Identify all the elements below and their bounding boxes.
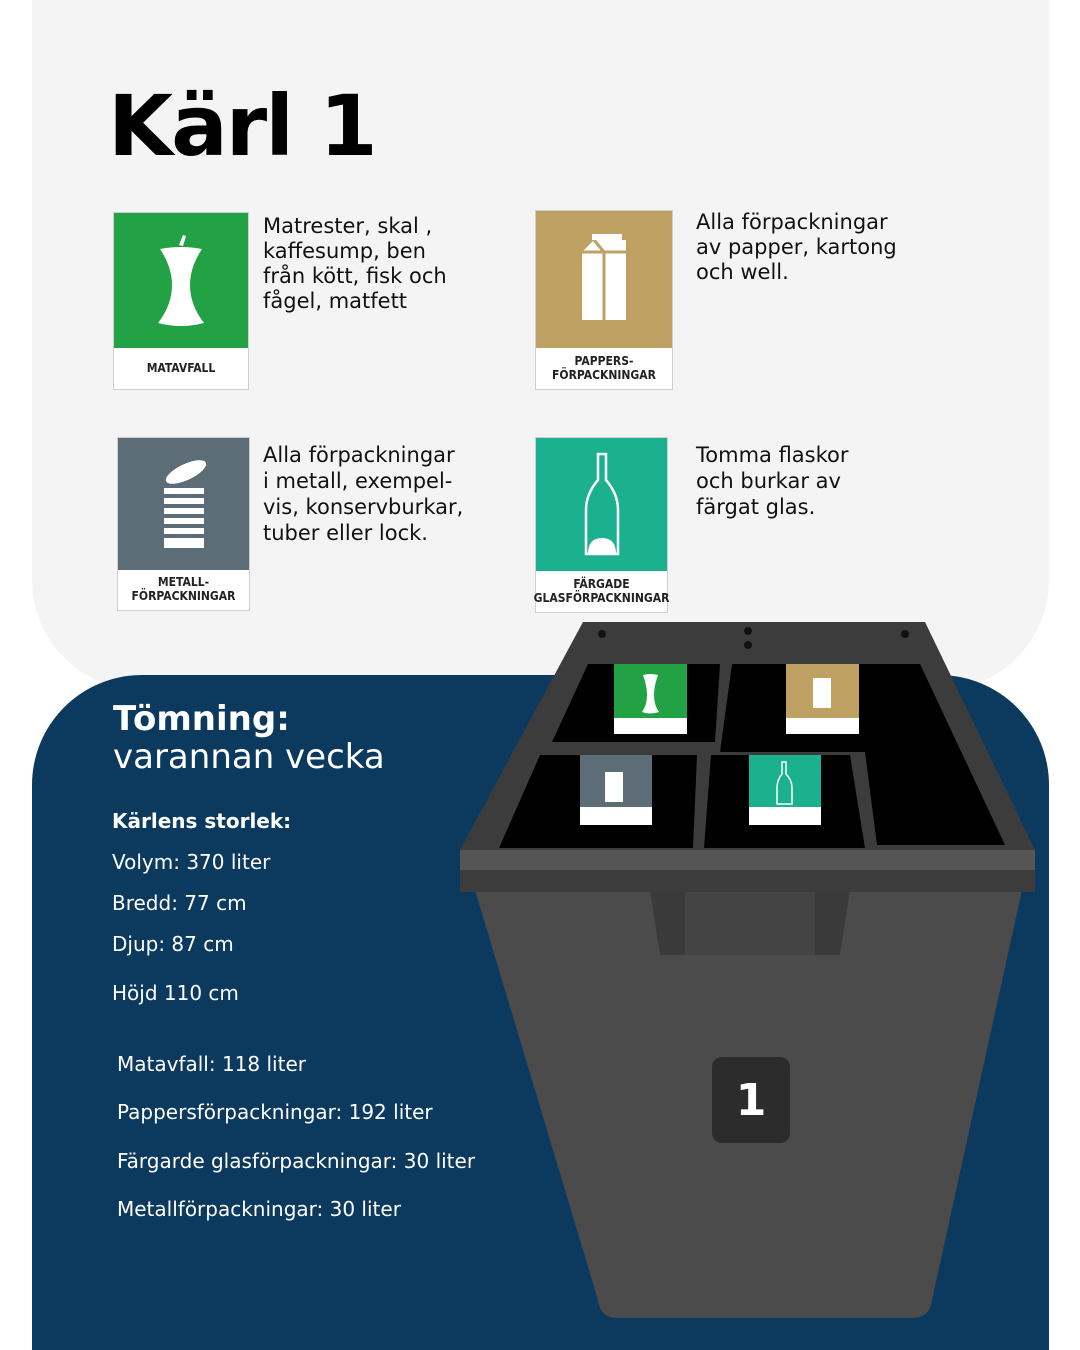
tin-can-icon	[118, 438, 249, 570]
description-matavfall: Matrester, skal , kaffesump, ben från kött, fisk och fågel, matfett	[263, 214, 447, 313]
sign-pappersforpackningar	[535, 210, 673, 390]
spec-depth: Djup: 87 cm	[112, 932, 234, 956]
sign-label: PAPPERS- FÖRPACKNINGAR	[552, 353, 656, 382]
milk-carton-icon	[536, 211, 672, 348]
sign-matavfall	[113, 212, 249, 390]
description-pappersforpackningar: Alla förpackningar av papper, kartong och well.	[696, 210, 897, 284]
emptying-frequency: varannan vecka	[113, 737, 385, 777]
compartment-matavfall: Matavfall: 118 liter	[117, 1052, 306, 1076]
spec-height: Höjd 110 cm	[112, 981, 239, 1005]
bottle-icon	[536, 438, 667, 571]
page-title: Kärl 1	[108, 77, 376, 175]
compartment-pappersforpackningar: Pappersförpackningar: 192 liter	[117, 1100, 433, 1124]
sign-label: METALL- FÖRPACKNINGAR	[131, 575, 236, 603]
sign-label: MATAVFALL	[146, 361, 216, 375]
sign-metallforpackningar	[117, 437, 250, 611]
compartment-metallforpackningar: Metallförpackningar: 30 liter	[117, 1197, 401, 1221]
bin-number-label: 1	[712, 1057, 790, 1143]
sign-fargade-glasforpackningar	[535, 437, 668, 613]
compartment-glasforpackningar: Färgarde glasförpackningar: 30 liter	[117, 1149, 476, 1173]
sign-label: FÄRGADE GLASFÖRPACKNINGAR	[533, 576, 670, 605]
emptying-title: Tömning:	[113, 699, 290, 739]
apple-core-icon	[114, 213, 248, 348]
size-heading: Kärlens storlek:	[112, 809, 292, 833]
waste-bin-illustration	[455, 620, 1045, 1330]
spec-width: Bredd: 77 cm	[112, 891, 247, 915]
spec-volume: Volym: 370 liter	[112, 850, 271, 874]
description-fargade-glasforpackningar: Tomma flaskor och burkar av färgat glas.	[696, 443, 849, 519]
description-metallforpackningar: Alla förpackningar i metall, exempel- vis, konservburkar, tuber eller lock.	[263, 443, 464, 545]
